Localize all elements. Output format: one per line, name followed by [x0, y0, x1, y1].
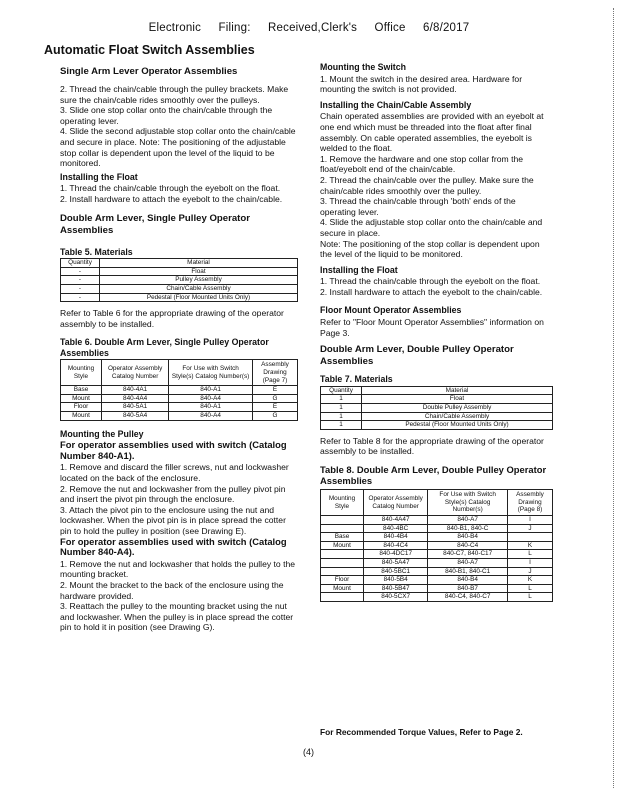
table-header: Quantity — [61, 259, 100, 268]
table-cell: 840-5BC1 — [364, 567, 428, 576]
assemblies-table-8 — [320, 489, 553, 602]
table-header: For Use with Switch Style(s) Catalog Number(s) — [169, 360, 253, 386]
paragraph: 3. Slide one stop collar onto the chain/cable through the operating lever. — [60, 105, 273, 126]
section-heading: Double Arm Lever, Double Pulley Operator Assemblies — [320, 344, 514, 368]
paragraph: 4. Slide the adjustable stop collar onto the chain/cable and secure in place. — [320, 217, 543, 238]
table-cell: 840-4DC17 — [364, 550, 428, 559]
table-cell: 840-C4 — [428, 541, 508, 550]
table-row — [321, 515, 553, 524]
table-cell: 840-4A47 — [364, 515, 428, 524]
table-cell — [321, 558, 364, 567]
table-cell: Float — [362, 395, 553, 404]
table-header: Assembly Drawing (Page 7) — [253, 360, 298, 386]
table-caption: Table 5. Materials — [60, 246, 133, 257]
table-cell: 840-5A4 — [102, 412, 169, 421]
table-cell: 840-B1, 840-C — [428, 524, 508, 533]
subsection-heading: For operator assemblies used with switch (Catalog Number 840-A4). — [60, 535, 287, 558]
table-cell: 840-A1 — [169, 386, 253, 395]
right-column — [320, 62, 553, 602]
table-cell: L — [508, 584, 553, 593]
table-cell: Chain/Cable Assembly — [362, 412, 553, 421]
table-cell: 840-5A47 — [364, 558, 428, 567]
table-row — [61, 267, 298, 276]
table-cell: Pulley Assembly — [100, 276, 298, 285]
table-cell: Mount — [61, 394, 102, 403]
paragraph: Refer to Table 8 for the appropriate drawing of the operator assembly to be installed. — [320, 435, 544, 457]
paragraph: 2. Thread the chain/cable over the pulley. Make sure the chain/cable rides smoothly over the pulley. — [320, 174, 534, 196]
table-cell: K — [508, 541, 553, 550]
table-cell: 840-A4 — [169, 394, 253, 403]
table-row — [61, 386, 298, 395]
table-row — [321, 533, 553, 542]
filing-header — [0, 22, 618, 34]
table-cell: Chain/Cable Assembly — [100, 284, 298, 293]
page-number: (4) — [303, 747, 314, 757]
table-cell: - — [61, 276, 100, 285]
table-cell — [321, 515, 364, 524]
table-cell: I — [508, 558, 553, 567]
table-row — [321, 404, 553, 413]
paragraph: 3. Thread the chain/cable through 'both' ends of the operating lever. — [320, 196, 516, 217]
table-row — [321, 421, 553, 430]
paragraph: 3. Attach the pivot pin to the enclosure using the nut and lockwasher. When the pivot pin is in place spread the cotter pin to hold the pulley in position (see Drawing E). — [60, 504, 286, 536]
table-cell: 840-A7 — [428, 515, 508, 524]
table-cell: L — [508, 593, 553, 602]
paragraph: 1. Thread the chain/cable through the eyebolt on the float. — [60, 183, 281, 194]
table-row — [321, 593, 553, 602]
table-cell: E — [253, 403, 298, 412]
paragraph: 3. Reattach the pulley to the mounting bracket using the nut and lockwasher. When the pulley is in place spread the cotter pin to hold it in position (see Drawing G). — [60, 601, 294, 633]
assemblies-table-6 — [60, 359, 298, 420]
table-row — [61, 293, 298, 302]
table-cell: Mount — [321, 584, 364, 593]
table-cell: Floor — [61, 403, 102, 412]
table-cell: - — [61, 284, 100, 293]
table-cell — [321, 550, 364, 559]
header-part: Filing: — [218, 22, 251, 34]
table-cell: 840-B1, 840-C1 — [428, 567, 508, 576]
table-cell: J — [508, 567, 553, 576]
table-header: Mounting Style — [321, 490, 364, 516]
table-row — [61, 284, 298, 293]
table-cell: Double Pulley Assembly — [362, 404, 553, 413]
table-cell: 840-B7 — [428, 584, 508, 593]
paragraph: 1. Remove and discard the filler screws, nut and lockwasher located on the back of the enclosure. — [60, 462, 289, 483]
table-cell: Base — [321, 533, 364, 542]
paragraph: 2. Install hardware to attach the eyebolt to the chain/cable. — [60, 193, 283, 204]
paragraph: Note: The positioning of the stop collar is dependent upon the level of the liquid to be monitored. — [320, 238, 540, 260]
table-row — [321, 567, 553, 576]
subsection-heading: Mounting the Switch — [320, 62, 407, 72]
paragraph: 1. Mount the switch in the desired area. Hardware for mounting the switch is not provided. — [320, 73, 523, 95]
table-header: Material — [362, 386, 553, 395]
table-cell: 1 — [321, 412, 362, 421]
table-row — [321, 412, 553, 421]
table-row — [61, 394, 298, 403]
table-cell: Float — [100, 267, 298, 276]
table-cell — [508, 533, 553, 542]
materials-table-5 — [60, 258, 298, 302]
table-cell: K — [508, 576, 553, 585]
subsection-heading: For operator assemblies used with switch (Catalog Number 840-A1). — [60, 439, 287, 461]
table-header: Assembly Drawing (Page 8) — [508, 490, 553, 516]
paragraph: 4. Slide the second adjustable stop collar onto the chain/cable and secure in place. Note: The positioning of the adjustable stop collar is dependent upon the level of the liquid to be monitored. — [60, 126, 296, 169]
table-cell: L — [508, 550, 553, 559]
paragraph: 2. Install hardware to attach the eyebolt to the chain/cable. — [320, 286, 543, 297]
table-caption: Table 7. Materials — [320, 374, 393, 385]
table-cell: J — [508, 524, 553, 533]
table-header: For Use with Switch Style(s) Catalog Number(s) — [428, 490, 508, 516]
subsection-heading: Installing the Float — [60, 171, 138, 182]
table-row — [321, 541, 553, 550]
section-heading: Double Arm Lever, Single Pulley Operator Assemblies — [60, 212, 250, 236]
table-cell: 840-5A1 — [102, 403, 169, 412]
table-cell: 840-B4 — [428, 533, 508, 542]
table-row — [321, 550, 553, 559]
paragraph: 1. Remove the hardware and one stop collar from the float/eyebolt end of the chain/cable. — [320, 153, 524, 175]
table-cell — [321, 524, 364, 533]
table-cell: I — [508, 515, 553, 524]
table-cell: Mount — [61, 412, 102, 421]
table-row — [61, 276, 298, 285]
table-cell: Floor — [321, 576, 364, 585]
table-cell: Base — [61, 386, 102, 395]
subsection-heading: Floor Mount Operator Assemblies — [320, 305, 462, 316]
table-cell: 840-5B47 — [364, 584, 428, 593]
torque-footer-note: For Recommended Torque Values, Refer to Page 2. — [320, 727, 523, 737]
table-caption: Table 8. Double Arm Lever, Double Pulley Operator Assemblies — [320, 464, 547, 486]
table-row — [321, 395, 553, 404]
table-cell: 1 — [321, 395, 362, 404]
table-cell: 840-C7, 840-C17 — [428, 550, 508, 559]
subsection-heading: Mounting the Pulley — [60, 428, 144, 439]
table-cell: Pedestal (Floor Mounted Units Only) — [362, 421, 553, 430]
table-cell: 840-5CX7 — [364, 593, 428, 602]
page-title: Automatic Float Switch Assemblies — [44, 43, 255, 57]
table-header: Mounting Style — [61, 360, 102, 386]
table-cell: 840-4B4 — [364, 533, 428, 542]
paragraph: Refer to "Floor Mount Operator Assemblies" information on Page 3. — [320, 317, 544, 338]
table-cell: 840-A1 — [169, 403, 253, 412]
table-cell: 840-4BC — [364, 524, 428, 533]
table-cell — [321, 567, 364, 576]
table-caption: Table 6. Double Arm Lever, Single Pulley Operator Assemblies — [60, 337, 269, 358]
table-cell: G — [253, 412, 298, 421]
table-cell: E — [253, 386, 298, 395]
table-row — [321, 558, 553, 567]
page-edge-marks — [612, 8, 614, 788]
table-cell: 840-4A1 — [102, 386, 169, 395]
paragraph: 2. Thread the chain/cable through the pulley brackets. Make sure the chain/cable rides smoothly over the pulleys. — [60, 84, 289, 105]
paragraph: 2. Remove the nut and lockwasher from the pulley pivot pin and insert the pivot pin through the enclosure. — [60, 483, 286, 505]
table-cell — [321, 593, 364, 602]
table-row — [61, 412, 298, 421]
table-cell: - — [61, 293, 100, 302]
table-cell: Mount — [321, 541, 364, 550]
paragraph: 2. Mount the bracket to the back of the enclosure using the hardware provided. — [60, 579, 284, 601]
header-part: Received,Clerk's — [268, 22, 358, 34]
materials-table-7 — [320, 386, 553, 430]
paragraph: Chain operated assemblies are provided with an eyebolt at one end which must be threaded into the float after final assembly. On cable operated assemblies, the eyebolt is welded to the float. — [320, 111, 544, 154]
paragraph: 1. Remove the nut and lockwasher that holds the pulley to the mounting bracket. — [60, 558, 296, 580]
paragraph: Refer to Table 6 for the appropriate drawing of the operator assembly to be installed. — [60, 308, 284, 329]
table-header: Material — [100, 259, 298, 268]
table-row — [321, 584, 553, 593]
subsection-heading: Installing the Chain/Cable Assembly — [320, 99, 472, 110]
table-row — [321, 576, 553, 585]
table-header: Operator Assembly Catalog Number — [364, 490, 428, 516]
table-cell: 1 — [321, 404, 362, 413]
table-header: Operator Assembly Catalog Number — [102, 360, 169, 386]
table-cell: 840-B4 — [428, 576, 508, 585]
header-part: Electronic — [148, 22, 202, 34]
header-part: Office — [374, 22, 406, 34]
table-header: Quantity — [321, 386, 362, 395]
table-row — [321, 524, 553, 533]
table-cell: - — [61, 267, 100, 276]
table-cell: 840-A7 — [428, 558, 508, 567]
table-cell: G — [253, 394, 298, 403]
paragraph: 1. Thread the chain/cable through the eyebolt on the float. — [320, 276, 541, 287]
table-cell: 840-4A4 — [102, 394, 169, 403]
table-cell: 840-4C4 — [364, 541, 428, 550]
subsection-heading: Installing the Float — [320, 264, 398, 275]
table-cell: Pedestal (Floor Mounted Units Only) — [100, 293, 298, 302]
table-cell: 840-5B4 — [364, 576, 428, 585]
section-heading: Single Arm Lever Operator Assemblies — [60, 66, 238, 77]
table-cell: 1 — [321, 421, 362, 430]
table-cell: 840-A4 — [169, 412, 253, 421]
header-part: 6/8/2017 — [422, 22, 470, 34]
table-row — [61, 403, 298, 412]
table-cell: 840-C4, 840-C7 — [428, 593, 508, 602]
left-column — [60, 64, 298, 633]
